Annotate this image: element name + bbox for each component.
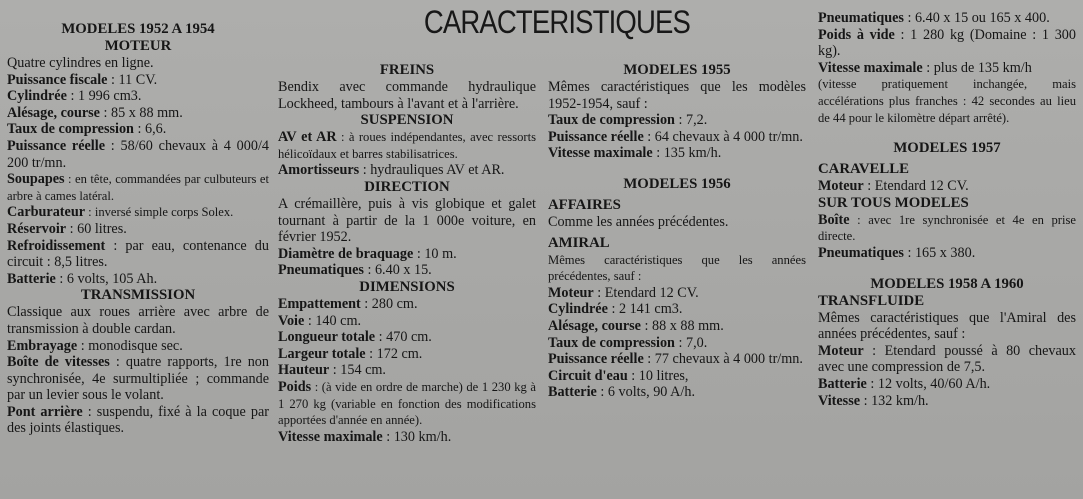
spec-line: Mêmes caractéristiques que les années précédentes, sauf : (548, 252, 806, 284)
spec-value: : 77 chevaux à 4 000 tr/mn. (643, 351, 803, 368)
spec-key: Taux de compression (548, 112, 675, 129)
spec-key: Puissance réelle (548, 351, 644, 368)
spec-key: Embrayage (7, 337, 78, 354)
spec-value: : 1 996 cm3. (66, 88, 142, 105)
spec-line (7, 121, 269, 138)
spec-value: : 140 cm. (304, 312, 362, 329)
spec-line (7, 105, 269, 122)
spec-line (818, 376, 1076, 393)
spec-key: Cylindrée (7, 88, 67, 105)
spec-line (818, 27, 1076, 60)
spec-value: : 6 volts, 105 Ah. (55, 270, 158, 287)
spec-line (548, 384, 806, 401)
spec-key: Diamètre de braquage (278, 245, 414, 262)
spec-value: : 470 cm. (375, 329, 432, 346)
spec-line (7, 204, 269, 221)
column-3 (548, 62, 806, 401)
spec-value: : plus de 135 km/h (922, 59, 1032, 76)
spec-line (278, 329, 536, 346)
heading-dimensions: DIMENSIONS (359, 278, 455, 295)
spec-key: Vitesse maximale (818, 59, 923, 76)
spec-line: Quatre cylindres en ligne. (7, 55, 154, 71)
heading-models-1952-1954: MODELES 1952 A 1954 (61, 21, 215, 37)
heading-models-1956: MODELES 1956 (623, 175, 731, 192)
spec-key: Batterie (548, 384, 597, 401)
spec-value: : 10 litres, (627, 367, 689, 384)
spec-line (818, 343, 1076, 376)
spec-value: : Etendard poussé à 80 chevaux avec une compression de 7,5. (818, 342, 1076, 376)
spec-line (548, 351, 806, 368)
spec-line (548, 335, 806, 352)
spec-value: : monodisque sec. (77, 337, 183, 354)
spec-key: Taux de compression (7, 121, 134, 138)
spec-key: AV et AR (278, 129, 337, 146)
spec-line (7, 338, 269, 355)
spec-key: Puissance réelle (7, 137, 105, 154)
spec-key: Amortisseurs (278, 162, 360, 179)
spec-value: : 7,2. (674, 112, 708, 129)
spec-key: Batterie (7, 270, 56, 287)
spec-value: : 64 chevaux à 4 000 tr/mn. (643, 128, 803, 145)
column-2 (278, 62, 536, 445)
spec-line (548, 112, 806, 129)
spec-key: Puissance réelle (548, 128, 644, 145)
spec-value: : 6.40 x 15. (363, 262, 432, 279)
spec-line (7, 354, 269, 404)
spec-value: : avec 1re synchronisée et 4e en prise directe. (818, 212, 1076, 244)
spec-line (278, 129, 536, 162)
heading-moteur: MOTEUR (104, 38, 172, 54)
spec-line (818, 178, 1076, 195)
spec-line (548, 285, 806, 302)
spec-line (7, 404, 269, 437)
spec-value: : Etendard 12 CV. (593, 284, 699, 301)
spec-line: Mêmes caractéristiques que les modèles 1952-1954, sauf : (548, 79, 806, 112)
spec-value: : quatre rapports, 1re non synchronisée, 4e surmultipliée ; commande par un levier sous le volant. (7, 354, 269, 404)
spec-line (7, 72, 269, 89)
spec-line (818, 60, 1076, 77)
spec-value: : en tête, commandées par culbuteurs et arbre à cames latéral. (7, 172, 269, 203)
spec-line (7, 271, 269, 288)
heading-suspension: SUSPENSION (360, 112, 454, 129)
spec-line (7, 221, 269, 238)
spec-line (818, 393, 1076, 410)
spec-key: Empattement (278, 295, 361, 312)
spec-value: : à roues indépendantes, avec ressorts hélicoïdaux et barres stabilisatrices. (278, 130, 536, 161)
spec-value: : 6 volts, 90 A/h. (596, 384, 695, 401)
heading-direction: DIRECTION (364, 178, 450, 195)
spec-key: Puissance fiscale (7, 71, 108, 88)
heading-transmission: TRANSMISSION (80, 287, 196, 304)
spec-note: (vitesse pratiquement inchangée, mais accélérations plus franches : 42 secondes au lieu de 44 pour le kilomètre départ arrêté). (818, 77, 1076, 125)
spec-value: : 58/60 chevaux à 4 000/4 200 tr/mn. (7, 137, 270, 171)
spec-value: : (à vide en ordre de marche) de 1 230 kg à 1 270 kg (variable en fonction des modifications apportées d'année en année). (278, 379, 536, 428)
spec-line: Comme les années précédentes. (548, 213, 729, 230)
spec-key: Cylindrée (548, 301, 608, 318)
spec-key: Taux de compression (548, 334, 675, 351)
heading-models-1958-1960: MODELES 1958 A 1960 (870, 275, 1024, 292)
spec-value: : 6.40 x 15 ou 165 x 400. (903, 10, 1050, 26)
spec-line (7, 88, 269, 105)
spec-key: Pont arrière (7, 403, 83, 420)
spec-key: Vitesse maximale (278, 428, 383, 445)
spec-value: : inversé simple corps Solex. (85, 205, 234, 220)
spec-key: Carburateur (7, 204, 86, 221)
spec-line: Classique aux roues arrière avec arbre de transmission à double cardan. (7, 304, 269, 337)
spec-line (548, 301, 806, 318)
spec-key: Vitesse (818, 392, 861, 409)
spec-key: Pneumatiques (818, 244, 904, 261)
spec-line (818, 10, 1076, 27)
spec-line: A crémaillère, puis à vis globique et galet tournant à partir de la 1 000e voiture, en février 1952. (278, 195, 536, 246)
spec-value: : suspendu, fixé à la coque par des joints élastiques. (7, 403, 269, 437)
spec-line: Bendix avec commande hydraulique Lockheed, tambours à l'avant et à l'arrière. (278, 79, 536, 112)
spec-key: Soupapes (7, 171, 65, 188)
spec-line (548, 129, 806, 146)
spec-line (278, 429, 536, 446)
spec-value: : 60 litres. (66, 220, 127, 237)
spec-line (278, 246, 536, 263)
spec-key: Alésage, course (548, 317, 641, 334)
spec-key: Voie (278, 312, 305, 329)
spec-key: Batterie (818, 375, 867, 392)
spec-value: : 172 cm. (365, 345, 423, 362)
spec-value: : 135 km/h. (652, 145, 722, 162)
spec-value: : hydrauliques AV et AR. (359, 162, 505, 179)
spec-key: Moteur (818, 342, 864, 359)
page-title: CARACTERISTIQUES (423, 4, 690, 40)
heading-freins: FREINS (379, 62, 435, 78)
spec-key: Largeur totale (278, 345, 366, 362)
spec-key: Poids (278, 378, 312, 395)
spec-key: Longueur totale (278, 329, 376, 346)
heading-models-1957: MODELES 1957 (893, 140, 1001, 157)
spec-line (818, 245, 1076, 262)
spec-key: Circuit d'eau (548, 367, 628, 384)
spec-value: : 130 km/h. (382, 428, 452, 445)
spec-key: Pneumatiques (278, 262, 364, 279)
column-4 (818, 10, 1076, 409)
spec-value: : 85 x 88 mm. (99, 104, 183, 121)
spec-line (278, 262, 536, 279)
spec-value: : 12 volts, 40/60 A/h. (866, 375, 991, 392)
spec-line (7, 138, 269, 171)
spec-key: Pneumatiques (818, 10, 904, 26)
spec-key: Moteur (818, 178, 864, 195)
spec-value: : par eau, contenance du circuit : 8,5 litres. (7, 237, 269, 271)
heading-affaires: AFFAIRES (548, 196, 621, 213)
spec-key: Hauteur (278, 362, 330, 379)
spec-line (818, 212, 1076, 245)
spec-value: : 154 cm. (329, 362, 386, 379)
spec-line (278, 346, 536, 363)
spec-line (278, 362, 536, 379)
spec-value: : 132 km/h. (860, 392, 929, 409)
spec-line (548, 145, 806, 162)
spec-key: Boîte (818, 211, 850, 228)
spec-key: Alésage, course (7, 104, 100, 121)
spec-line (548, 318, 806, 335)
spec-line (278, 162, 536, 179)
spec-key: Moteur (548, 284, 594, 301)
spec-key: Refroidissement (7, 237, 106, 254)
spec-value: : 88 x 88 mm. (640, 317, 724, 334)
spec-value: : 6,6. (133, 121, 167, 138)
heading-models-1955: MODELES 1955 (623, 62, 731, 78)
spec-line (7, 238, 269, 271)
spec-value: : 165 x 380. (903, 244, 976, 261)
heading-sur-tous-modeles: SUR TOUS MODELES (818, 194, 969, 211)
spec-line (278, 379, 536, 429)
spec-key: Vitesse maximale (548, 145, 653, 162)
heading-amiral: AMIRAL (548, 234, 610, 251)
spec-value: : 2 141 cm3. (607, 301, 683, 318)
spec-value: : 280 cm. (360, 295, 418, 312)
spec-key: Poids à vide (818, 26, 895, 43)
spec-line (278, 296, 536, 313)
spec-key: Boîte de vitesses (7, 354, 110, 371)
spec-value: : 11 CV. (107, 71, 158, 88)
spec-line (548, 368, 806, 385)
spec-value: : Etendard 12 CV. (863, 178, 969, 195)
spec-value: : 7,0. (674, 334, 708, 351)
spec-value: : 1 280 kg (Domaine : 1 300 kg). (818, 26, 1076, 60)
spec-line (278, 313, 536, 330)
spec-line: Mêmes caractéristiques que l'Amiral des années précédentes, sauf : (818, 309, 1076, 343)
heading-transfluide: TRANSFLUIDE (818, 292, 925, 309)
heading-caravelle: CARAVELLE (818, 161, 909, 178)
spec-key: Réservoir (7, 220, 67, 237)
spec-line (7, 171, 269, 204)
spec-value: : 10 m. (413, 245, 457, 262)
column-1 (7, 21, 269, 437)
